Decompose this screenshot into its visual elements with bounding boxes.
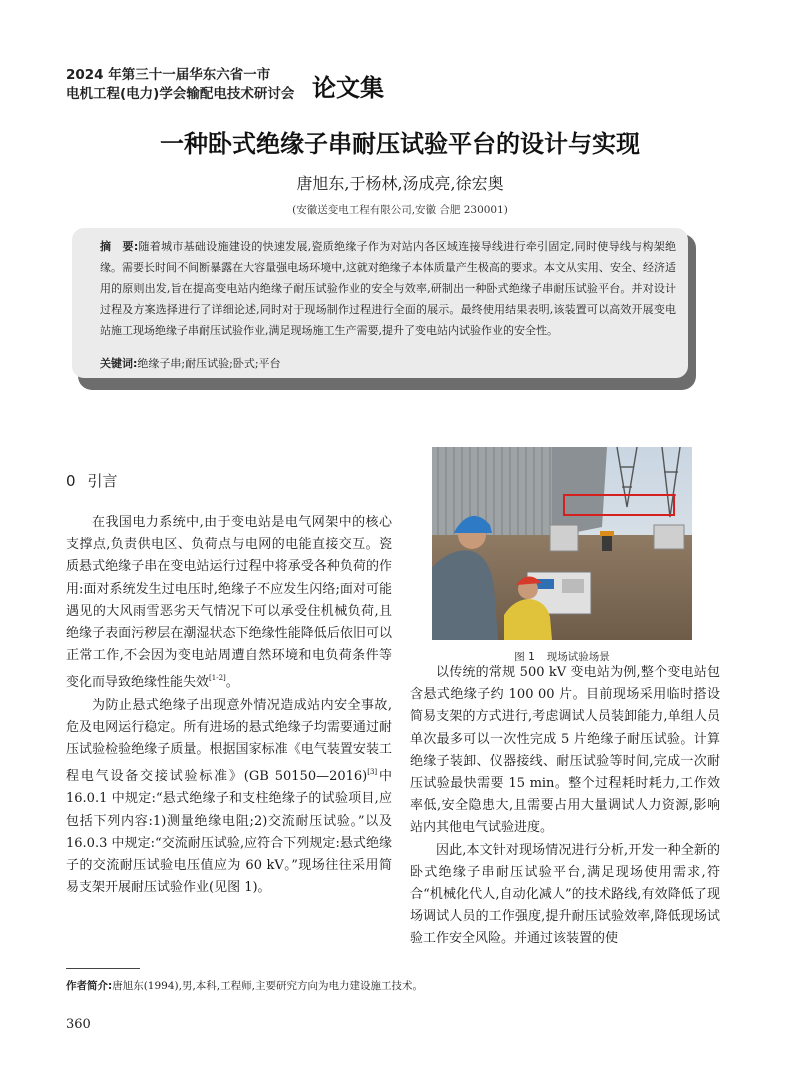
header-line-1: 2024 年第三十一届华东六省一市: [66, 67, 271, 83]
intro-p1-text: 在我国电力系统中,由于变电站是电气网架中的核心支撑点,负责供电区、负荷点与电网的电能直接交互。瓷质悬式绝缘子串在变电站运行过程中将承受各种负荷的作用:面对系统发生过电压时,绝缘子不应发生闪络;面对可能遇见的大风雨雪恶劣天气情况下可以承受住机械负荷,且绝缘子表面污秽层在潮湿状态下绝缘性能降低后依旧可以正常工作,不会因为变电站周遭自然环境和电负荷条件等变化而导致绝缘性能失效: [66, 515, 392, 691]
keywords-text: 绝缘子串;耐压试验;卧式;平台: [137, 357, 281, 370]
footnote-divider: [66, 968, 140, 969]
footnote-text: 唐旭东(1994),男,本科,工程师,主要研究方向为电力建设施工技术。: [112, 980, 423, 992]
citation-ref: [1-2]: [209, 674, 226, 683]
author-footnote: [66, 978, 423, 993]
figure-number: 图 1: [514, 651, 535, 663]
keywords: [100, 355, 676, 371]
site-test-scene-image: [432, 447, 692, 640]
section-title: 引言: [87, 472, 118, 490]
intro-p2b-text: 中 16.0.1 中规定:“悬式绝缘子和支柱绝缘子的试验项目,应包括下列内容:1)测量绝缘电阻;2)交流耐压试验。”以及 16.0.3 中规定:“交流耐压试验,应符合下列规定:悬式绝缘子的交流耐压试验电压值应为 60 kV。”现场往往采用简易支架开展耐压试验作业(见图 1)。: [66, 769, 392, 896]
abstract: [100, 236, 676, 341]
citation-ref: [3]: [367, 768, 378, 777]
paper-affiliation: (安徽送变电工程有限公司,安徽 合肥 230001): [292, 204, 508, 216]
intro-p1-end: 。: [225, 675, 239, 691]
figure-site-photo: [432, 447, 692, 640]
intro-paragraph-1: [66, 512, 392, 695]
left-column: [66, 512, 392, 899]
abstract-label: 摘 要:: [100, 240, 139, 253]
figure-caption-text: 现场试验场景: [546, 651, 610, 663]
paper-title: 一种卧式绝缘子串耐压试验平台的设计与实现: [160, 130, 640, 158]
intro-p2a-text: 为防止悬式绝缘子出现意外情况造成站内安全事故,危及电网运行稳定。所有进场的悬式绝缘子均需要通过耐压试验检验绝缘子质量。根据国家标准《电气装置安装工程电气设备交接试验标准》(GB 50150—2016): [66, 697, 392, 785]
footnote-label: 作者简介:: [66, 980, 113, 992]
section-heading: [66, 470, 118, 491]
right-column: [410, 662, 720, 951]
paper-authors: 唐旭东,于杨林,汤成亮,徐宏奥: [296, 174, 504, 193]
intro-paragraph-2: [66, 695, 392, 900]
proceedings-header: [66, 66, 294, 104]
section-number: 0: [66, 472, 76, 490]
body-paragraph-3: 以传统的常规 500 kV 变电站为例,整个变电站包含悬式绝缘子约 100 00 片。目前现场采用临时搭设简易支架的方式进行,考虑调试人员装卸能力,单组人员单次最多可以一次性完成 5 片绝缘子耐压试验。计算绝缘子装卸、仪器接线、耐压试验等时间,完成一次耐压试验最快需要 15 min。整个过程耗时耗力,工作效率低,安全隐患大,且需要占用大量调试人力资源,影响站内其他电气试验进度。: [410, 665, 720, 836]
keywords-label: 关键词:: [100, 357, 138, 370]
header-proceedings-label: 论文集: [312, 74, 384, 102]
page-number: 360: [66, 1017, 91, 1032]
header-line-2: 电机工程(电力)学会输配电技术研讨会: [66, 86, 295, 102]
abstract-text: 随着城市基础设施建设的快速发展,瓷质绝缘子作为对站内各区域连接导线进行牵引固定,同时使导线与构架绝缘。需要长时间不间断暴露在大容量强电场环境中,这就对绝缘子本体质量产生极高的要求。本文从实用、安全、经济适用的原则出发,旨在提高变电站内绝缘子耐压试验作业的安全与效率,研制出一种卧式绝缘子串耐压试验平台。并对设计过程及方案选择进行了详细论述,同时对于现场制作过程进行全面的展示。最终使用结果表明,该装置可以高效开展变电站施工现场绝缘子串耐压试验作业,满足现场施工生产需要,提升了变电站内试验作业的安全性。: [100, 240, 676, 337]
body-paragraph-4: 因此,本文针对现场情况进行分析,开发一种全新的卧式绝缘子串耐压试验平台,满足现场使用需求,符合“机械化代人,自动化减人”的技术路线,有效降低了现场调试人员的工作强度,提升耐压试验效率,降低现场试验工作安全风险。并通过该装置的使: [410, 842, 720, 947]
